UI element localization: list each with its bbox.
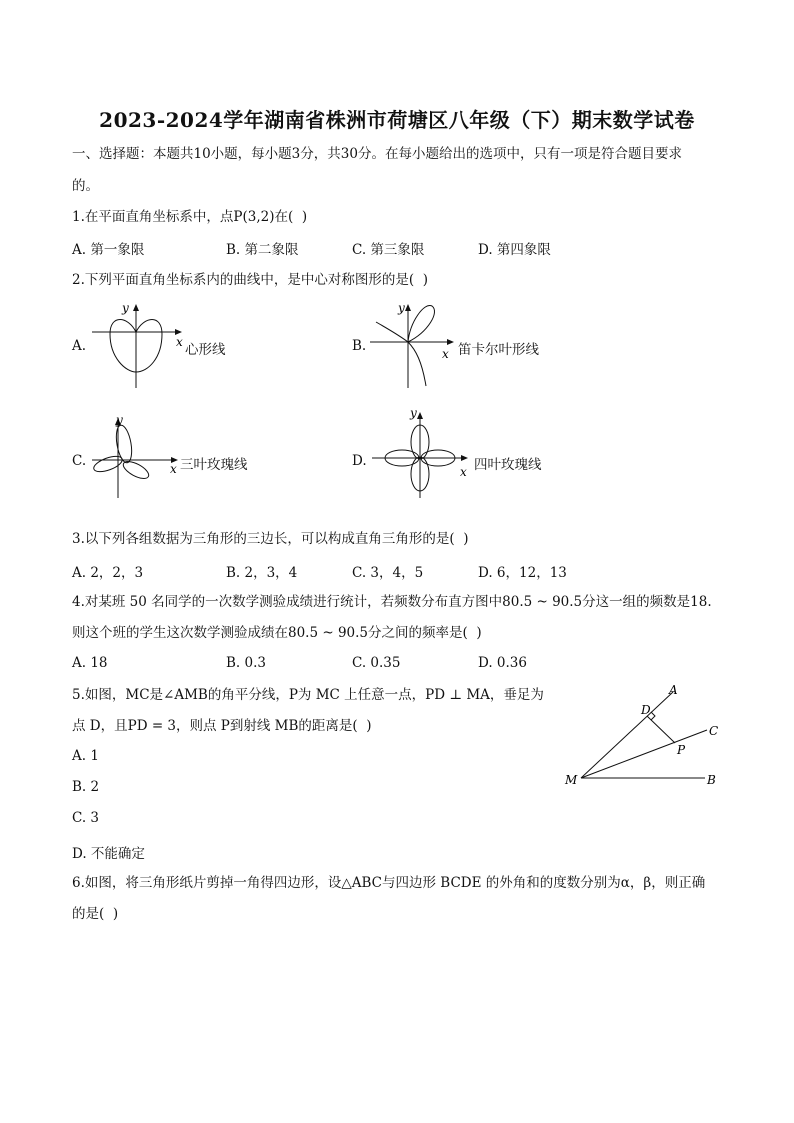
q1-option-c[interactable]: C. 第三象限 [352,242,425,258]
q5-option-a[interactable]: A. 1 [72,748,99,764]
q3-option-c[interactable]: C. 3，4，5 [352,565,424,581]
rose4-x-label: x [460,465,467,479]
question-2-stem: 2.下列平面直角坐标系内的曲线中，是中心对称图形的是( ) [72,272,428,288]
three-leaf-rose-graph [88,410,188,502]
q2-option-a-label: 心形线 [185,342,226,358]
question-6-line1: 6.如图，将三角形纸片剪掉一角得四边形，设△ABC与四边形 BCDE 的外角和的度数分别为α，β，则正确 [72,875,706,891]
q1-option-b[interactable]: B. 第二象限 [226,242,299,258]
q2-option-d-label: 四叶玫瑰线 [474,457,542,473]
angle-bisector-figure [555,680,730,792]
q5-option-b[interactable]: B. 2 [72,779,100,795]
q5-option-d[interactable]: D. 不能确定 [72,846,145,862]
rose4-y-label: y [410,406,417,420]
question-6-line2: 的是( ) [72,906,119,922]
q5-option-c[interactable]: C. 3 [72,810,100,826]
q4-option-a[interactable]: A. 18 [72,655,108,671]
page-title: 2023-2024学年湖南省株洲市荷塘区八年级（下）期末数学试卷 [99,108,695,132]
q2-option-c-label: 三叶玫瑰线 [180,457,248,473]
question-5-line2: 点 D，且PD = 3，则点 P到射线 MB的距离是( ) [72,718,372,734]
question-5-line1: 5.如图，MC是∠AMB的角平分线，P为 MC 上任意一点，PD ⊥ MA，垂足为 [72,687,544,703]
folium-y-label: y [398,301,405,315]
q3-option-b[interactable]: B. 2，3，4 [226,565,298,581]
cardioid-y-label: y [122,301,129,315]
folium-graph [366,296,456,392]
q3-option-a[interactable]: A. 2，2，3 [72,565,144,581]
q4-option-d[interactable]: D. 0.36 [478,655,527,671]
q2-option-b-label: 笛卡尔叶形线 [458,342,539,358]
folium-x-label: x [442,347,449,361]
question-4-line2: 则这个班的学生这次数学测验成绩在80.5 ~ 90.5分之间的频率是( ) [72,625,482,641]
q4-option-c[interactable]: C. 0.35 [352,655,401,671]
cardioid-x-label: x [176,335,183,349]
four-leaf-rose-graph [368,404,478,502]
label-a: A [669,683,678,697]
label-p: P [677,743,686,757]
q2-option-a-letter[interactable]: A. [72,338,87,354]
q1-option-d[interactable]: D. 第四象限 [478,242,551,258]
q3-option-d[interactable]: D. 6，12，13 [478,565,567,581]
q2-option-d-letter[interactable]: D. [352,453,367,469]
question-4-line1: 4.对某班 50 名同学的一次数学测验成绩进行统计，若频数分布直方图中80.5 ~ 90.5分这一组的频数是18. [72,594,712,610]
label-d: D [641,703,651,717]
rose3-y-label: y [116,413,123,427]
question-3-stem: 3.以下列各组数据为三角形的三边长，可以构成直角三角形的是( ) [72,531,469,547]
cardioid-graph [86,296,196,391]
rose3-x-label: x [170,462,177,476]
q1-option-a[interactable]: A. 第一象限 [72,242,145,258]
q2-option-b-letter[interactable]: B. [352,338,367,354]
q4-option-b[interactable]: B. 0.3 [226,655,266,671]
section-heading-line1: 一、选择题：本题共10小题，每小题3分，共30分。在每小题给出的选项中，只有一项是符合题目要求 [72,146,682,162]
section-heading-line2: 的。 [72,178,99,194]
label-b: B [707,773,716,787]
label-m: M [565,773,578,787]
label-c: C [709,724,719,738]
q2-option-c-letter[interactable]: C. [72,453,87,469]
question-1-stem: 1.在平面直角坐标系中，点P(3,2)在( ) [72,209,308,225]
